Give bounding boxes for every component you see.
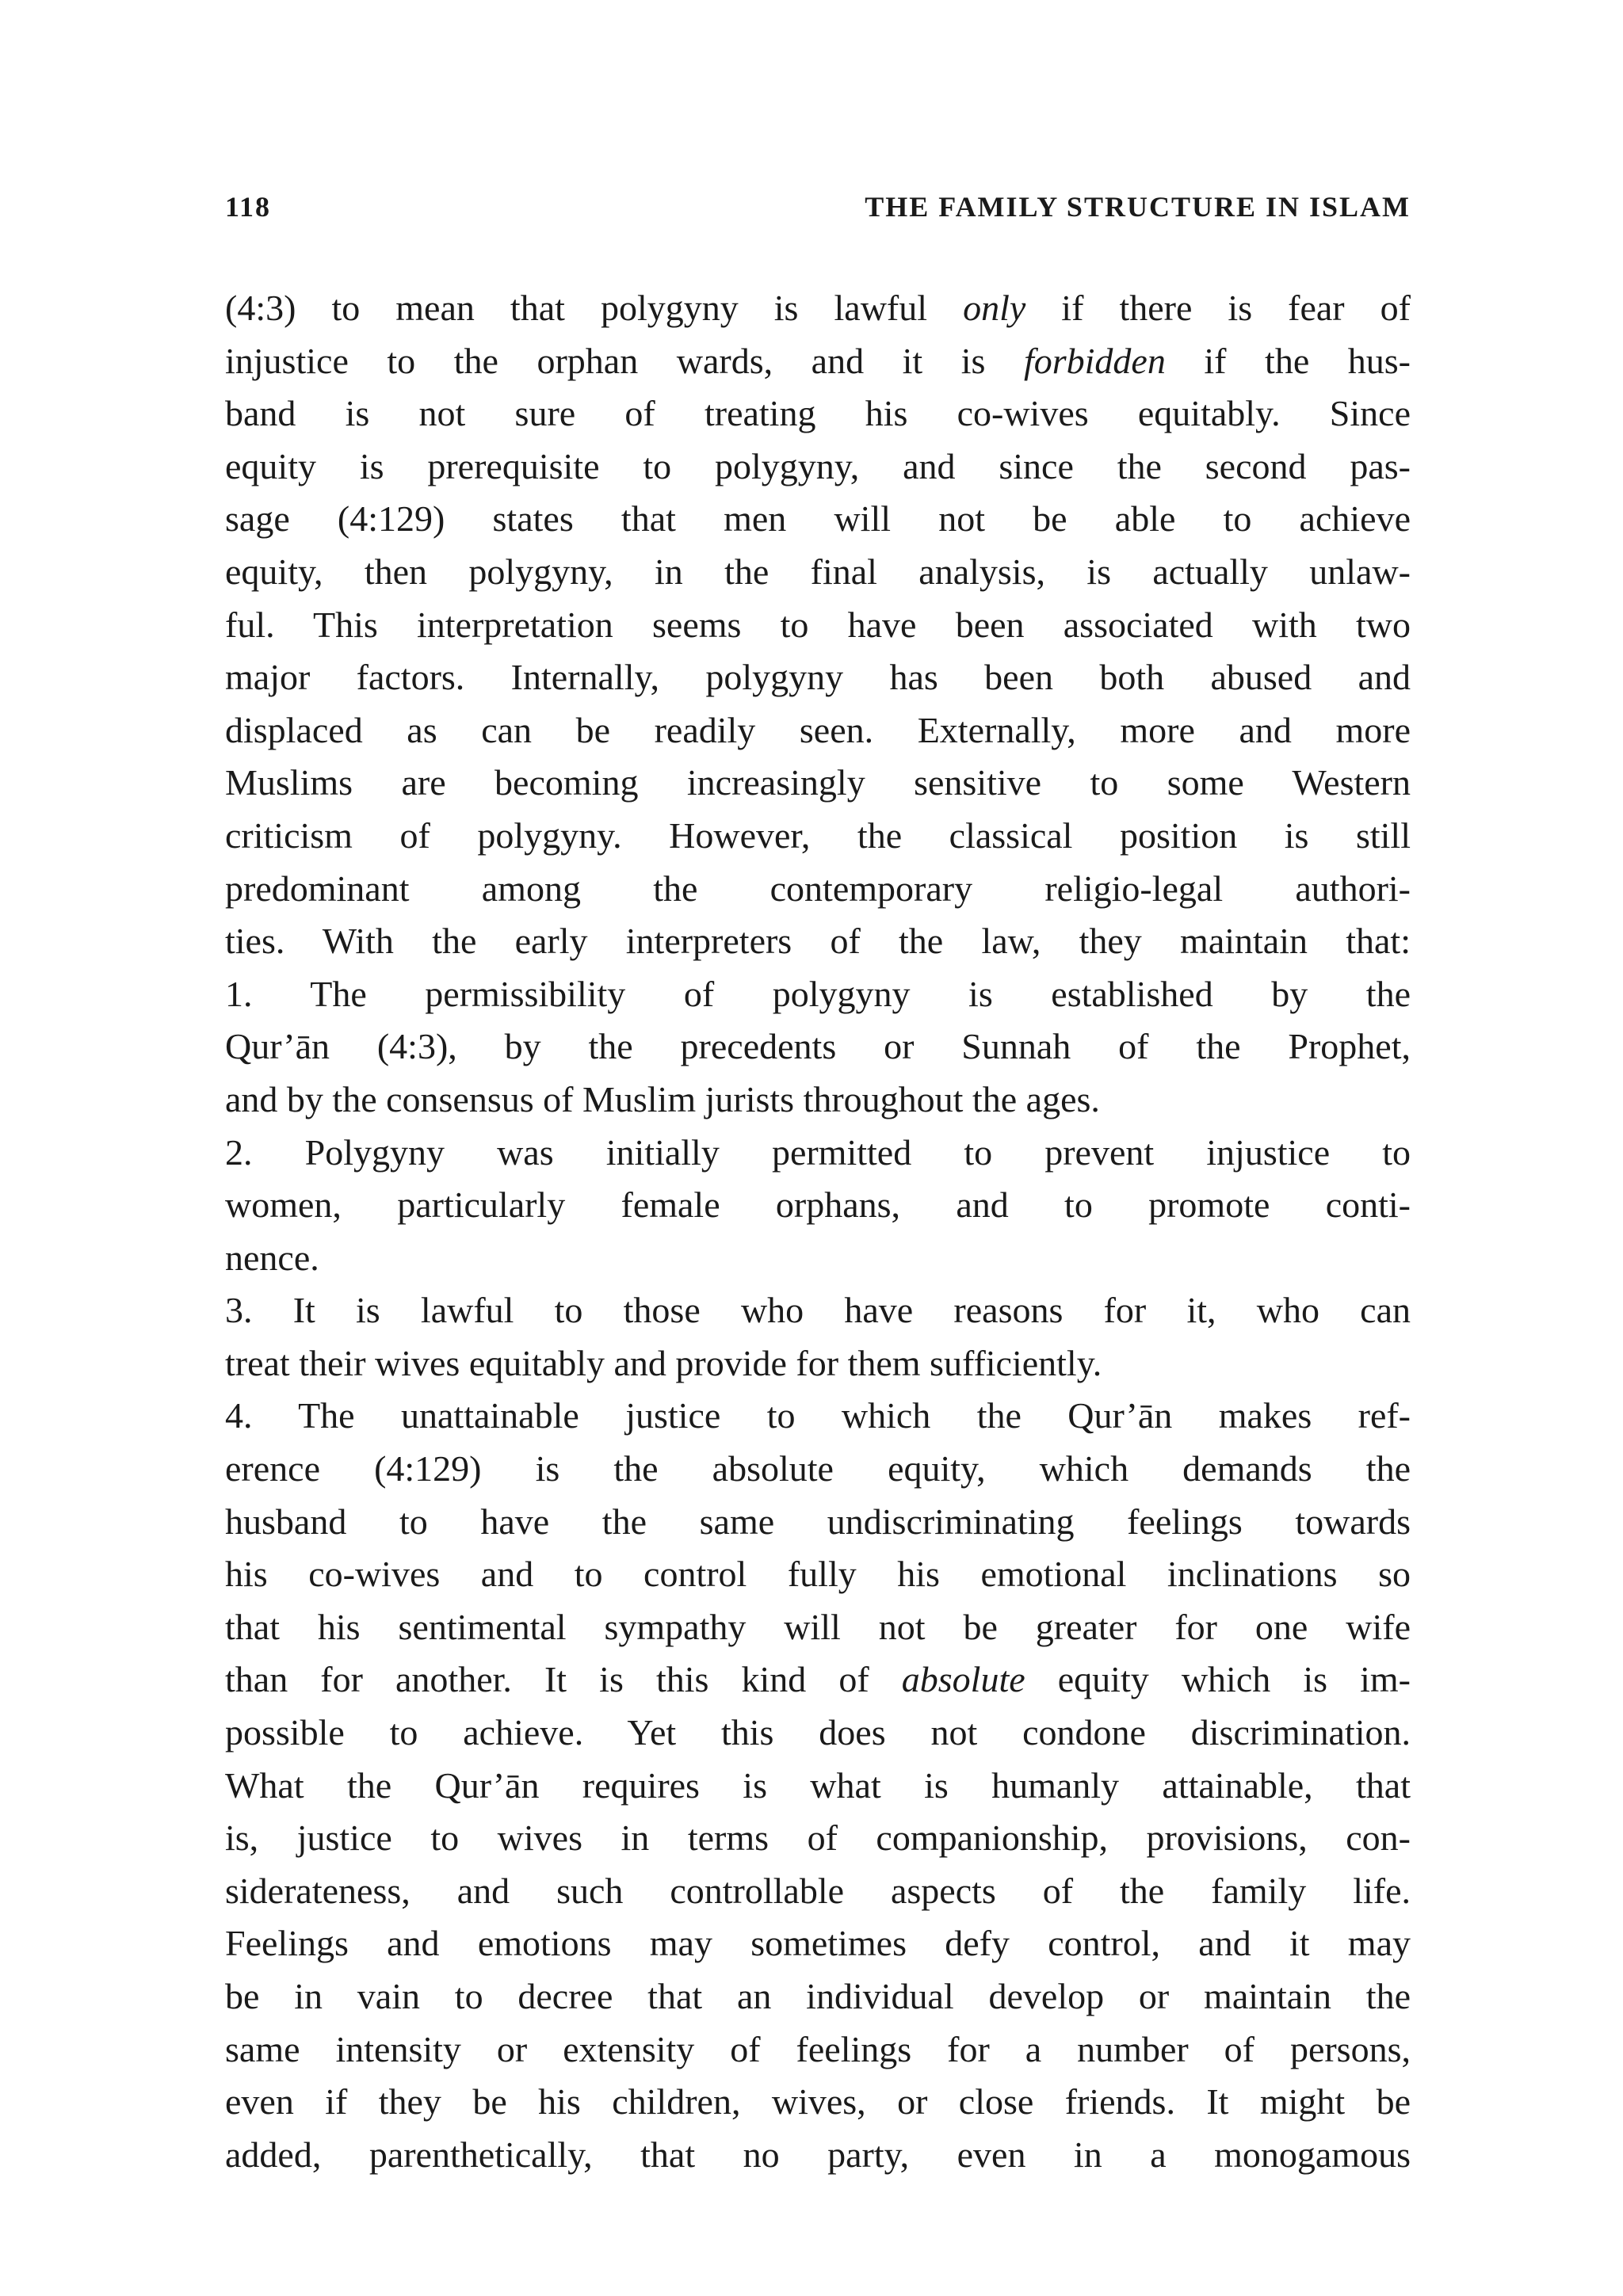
text-run: 2. Polygyny was initially permitted to prevent injustice to — [225, 1131, 1411, 1173]
text-line — [225, 493, 1411, 546]
text-line — [225, 2076, 1411, 2129]
text-line — [225, 1812, 1411, 1865]
text-line — [225, 546, 1411, 599]
text-line — [225, 1601, 1411, 1654]
text-run: 3. It is lawful to those who have reasons for it, who can — [225, 1290, 1411, 1331]
text-line — [225, 387, 1411, 441]
text-line — [225, 1760, 1411, 1813]
running-head — [225, 187, 1411, 227]
text-run: even if they be his children, wives, or close friends. It might be — [225, 2081, 1411, 2122]
text-line — [225, 1179, 1411, 1232]
text-line — [225, 1917, 1411, 1970]
text-run: added, parenthetically, that no party, even in a monogamous — [225, 2134, 1411, 2175]
text-run: erence (4:129) is the absolute equity, which demands the — [225, 1448, 1411, 1489]
text-line — [225, 863, 1411, 916]
text-run: his co-wives and to control fully his emotional inclinations so — [225, 1554, 1411, 1595]
text-line — [225, 282, 1411, 335]
text-run: equity which is im- — [1025, 1659, 1411, 1700]
text-run: What the Qur’ān requires is what is humanly attainable, that — [225, 1764, 1411, 1806]
text-line — [225, 1232, 1411, 1285]
text-run: possible to achieve. Yet this does not condone discrimination. — [225, 1712, 1411, 1753]
text-run: Muslims are becoming increasingly sensitive to some Western — [225, 762, 1411, 803]
text-line — [225, 810, 1411, 863]
text-run: criticism of polygyny. However, the classical position is still — [225, 814, 1411, 856]
text-run: and by the consensus of Muslim jurists throughout the ages. — [225, 1078, 1100, 1119]
body-text — [225, 282, 1411, 2181]
text-run: if the hus- — [1165, 340, 1411, 381]
text-run: injustice to the orphan wards, and it is — [225, 340, 1024, 381]
text-line — [225, 1707, 1411, 1760]
text-line — [225, 441, 1411, 494]
text-run: equity is prerequisite to polygyny, and since the second pas- — [225, 445, 1411, 486]
text-run: ties. With the early interpreters of the law, they maintain that: — [225, 921, 1411, 962]
text-line — [225, 757, 1411, 810]
text-line — [225, 915, 1411, 968]
text-line — [225, 1074, 1411, 1127]
text-line — [225, 1970, 1411, 2023]
text-run: nence. — [225, 1237, 319, 1278]
text-line — [225, 1284, 1411, 1337]
text-run: than for another. It is this kind of — [225, 1659, 902, 1700]
text-run: treat their wives equitably and provide for them sufficiently. — [225, 1342, 1102, 1383]
text-run: 4. The unattainable justice to which the Qur’ān makes ref- — [225, 1395, 1411, 1436]
text-run: Feelings and emotions may sometimes defy control, and it may — [225, 1923, 1411, 1964]
text-line — [225, 2023, 1411, 2077]
text-run: if there is fear of — [1025, 288, 1411, 328]
text-run: (4:3) to mean that polygyny is lawful — [225, 288, 964, 328]
italic-text: forbidden — [1023, 340, 1166, 381]
text-run: 1. The permissibility of polygyny is established by the — [225, 973, 1411, 1014]
text-line — [225, 1020, 1411, 1074]
text-run: that his sentimental sympathy will not be greater for one wife — [225, 1606, 1411, 1647]
text-run: women, particularly female orphans, and to promote conti- — [225, 1184, 1411, 1226]
text-run: displaced as can be readily seen. Externally, more and more — [225, 709, 1411, 750]
text-run: equity, then polygyny, in the final analysis, is actually unlaw- — [225, 551, 1411, 592]
text-run: sage (4:129) states that men will not be able to achieve — [225, 498, 1411, 540]
text-run: major factors. Internally, polygyny has been both abused and — [225, 657, 1411, 698]
text-line — [225, 1127, 1411, 1180]
chapter-running-title: THE FAMILY STRUCTURE IN ISLAM — [865, 191, 1411, 223]
text-line — [225, 651, 1411, 704]
text-run: ful. This interpretation seems to have been associated with two — [225, 604, 1411, 645]
text-run: husband to have the same undiscriminating feelings towards — [225, 1501, 1411, 1542]
text-run: band is not sure of treating his co-wives equitably. Since — [225, 393, 1411, 434]
text-line — [225, 704, 1411, 757]
text-line — [225, 1548, 1411, 1601]
italic-text: only — [963, 288, 1026, 328]
text-line — [225, 968, 1411, 1021]
text-line — [225, 2129, 1411, 2182]
text-run: Qur’ān (4:3), by the precedents or Sunnah of the Prophet, — [225, 1026, 1411, 1067]
text-line — [225, 1390, 1411, 1443]
page-number: 118 — [225, 191, 272, 223]
italic-text: absolute — [901, 1659, 1025, 1700]
text-line — [225, 1337, 1411, 1390]
text-run: siderateness, and such controllable aspects of the family life. — [225, 1870, 1411, 1911]
text-run: be in vain to decree that an individual develop or maintain the — [225, 1976, 1411, 2016]
text-line — [225, 1865, 1411, 1918]
text-run: same intensity or extensity of feelings for a number of persons, — [225, 2028, 1411, 2069]
text-line — [225, 335, 1411, 388]
text-line — [225, 1443, 1411, 1496]
text-run: predominant among the contemporary religio-legal authori- — [225, 868, 1411, 909]
text-line — [225, 1496, 1411, 1549]
text-line — [225, 599, 1411, 652]
text-line — [225, 1653, 1411, 1707]
text-run: is, justice to wives in terms of companionship, provisions, con- — [225, 1817, 1411, 1859]
